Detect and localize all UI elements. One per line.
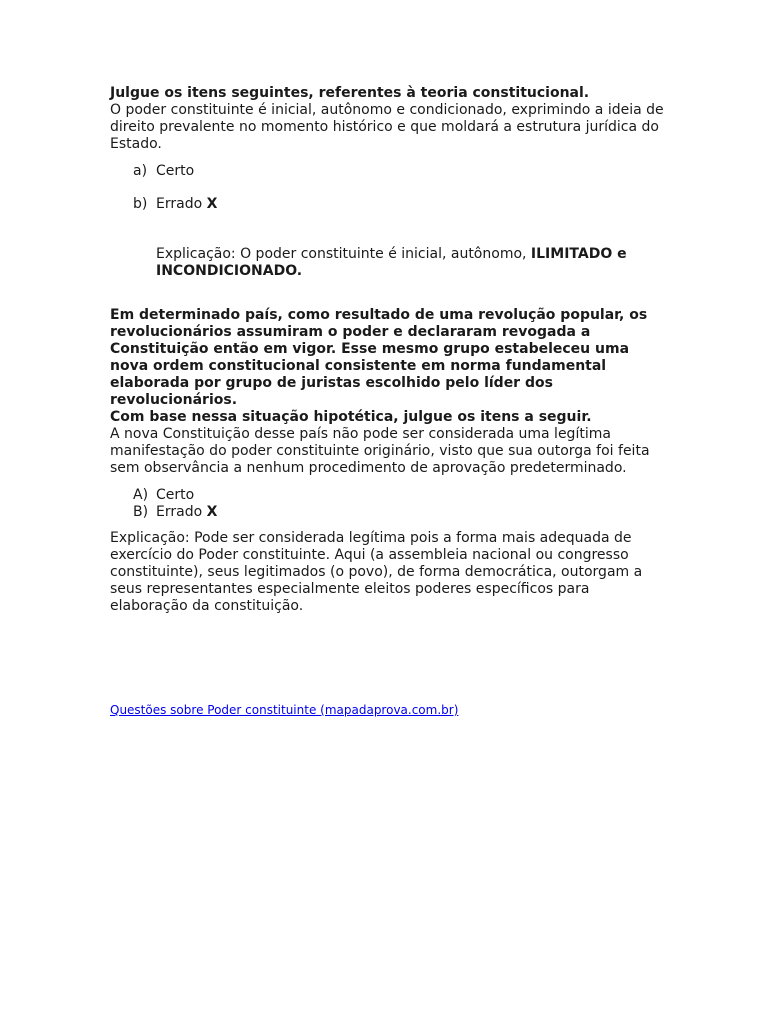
option-text: Errado — [156, 504, 203, 520]
question1-option-a — [110, 163, 670, 180]
option-text: Certo — [156, 487, 195, 503]
question2-statement: A nova Constituição desse país não pode ser considerada uma legítima manifestação do poder constituinte originário, visto que sua outorga foi feita sem observância a nenhum procedimento de aprovação predeterminado. — [110, 426, 650, 476]
question2-explanation: Explicação: Pode ser considerada legítima pois a forma mais adequada de exercício do Poder constituinte. Aqui (a assembleia nacional ou congresso constituinte), seus legitimados (o povo), de forma democrática, outorgam a seus representantes especialmente eleitos poderes específicos para elaboração da constituição. — [110, 530, 643, 614]
option-label: B) — [133, 504, 149, 520]
question1-title: Julgue os itens seguintes, referentes à teoria constitucional. — [110, 85, 590, 101]
question1-option-b — [110, 196, 670, 213]
question2-context: Em determinado país, como resultado de uma revolução popular, os revolucionários assumiram o poder e declararam revogada a Constituição então em vigor. Esse mesmo grupo estabeleceu uma nova ordem constitucional consistente em norma fundamental elaborada por grupo de juristas escolhido pelo líder dos revolucionários. — [110, 307, 648, 408]
document-body — [110, 85, 670, 615]
option-text: Errado — [156, 196, 203, 212]
answer-mark: X — [206, 196, 218, 212]
question1-statement: O poder constituinte é inicial, autônomo e condicionado, exprimindo a ideia de direito prevalente no momento histórico e que moldará a estrutura jurídica do Estado. — [110, 102, 664, 152]
option-label: b) — [133, 196, 148, 212]
answer-mark: X — [206, 504, 218, 520]
question1-explanation — [110, 246, 670, 280]
explanation-emphasis: ILIMITADO e INCONDICIONADO. — [156, 246, 627, 279]
source-link[interactable]: Questões sobre Poder constituinte (mapadaprova.com.br) — [110, 703, 459, 717]
question2-option-b — [110, 504, 670, 521]
option-label: a) — [133, 163, 148, 179]
option-text: Certo — [156, 163, 195, 179]
option-label: A) — [133, 487, 149, 503]
question2-option-a — [110, 487, 670, 504]
question2-instruction: Com base nessa situação hipotética, julgue os itens a seguir. — [110, 409, 592, 425]
explanation-text: Explicação: O poder constituinte é inicial, autônomo, — [156, 246, 531, 262]
